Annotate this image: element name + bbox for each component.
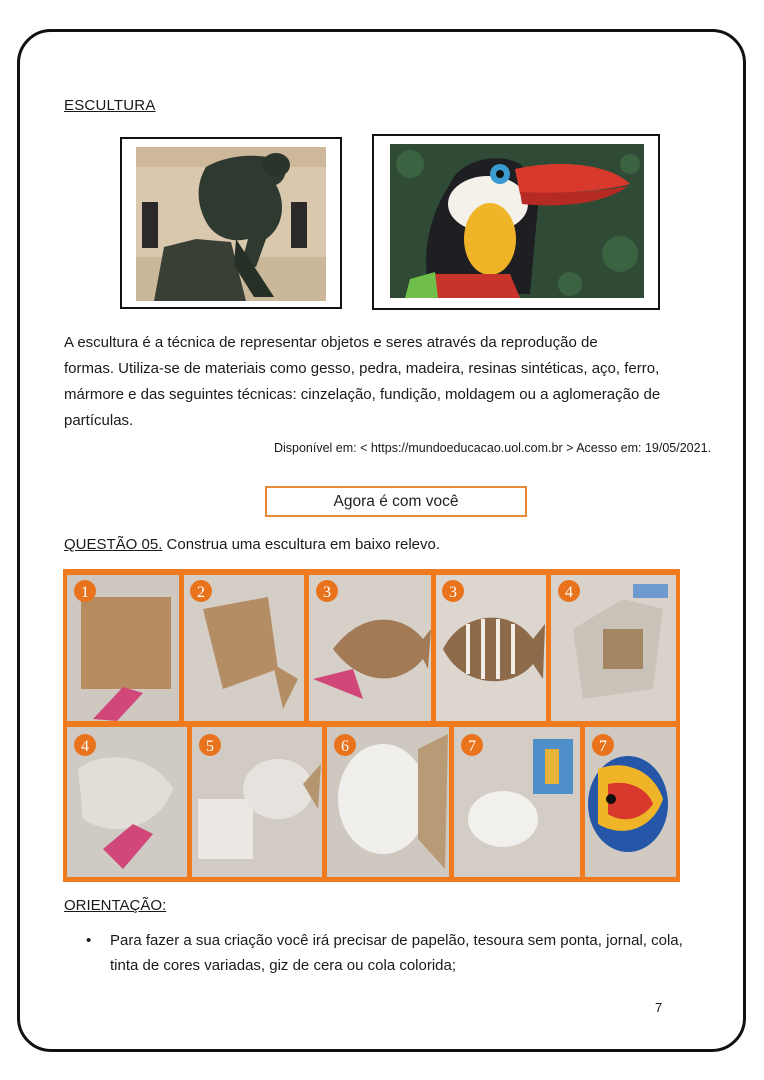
step-number: 7 [468,738,476,755]
step-number: 4 [81,738,89,755]
orientation-list [86,928,706,978]
body-line: mármore e das seguintes técnicas: cinzelação, fundição, moldagem ou a aglomeração de [64,386,661,403]
callout-box [265,486,527,517]
craft-steps-panel [63,569,680,882]
orientation-title: ORIENTAÇÃO: [64,897,167,914]
question-text: Construa uma escultura em baixo relevo. [166,536,441,553]
step-number: 7 [599,738,607,755]
step-number: 3 [449,584,457,601]
sculpture-description [64,330,714,434]
step-number: 6 [341,738,349,755]
sculpture-photo [120,137,342,309]
orientation-item: • Para fazer a sua criação você irá precisar de papelão, tesoura sem ponta, jornal, cola, tinta de cores variadas, giz de cera ou cola colorida; [86,928,706,978]
step-number: 5 [206,738,214,755]
step-number: 4 [565,584,573,601]
source-citation: Disponível em: < https://mundoeducacao.uol.com.br > Acesso em: 19/05/2021. [273,441,711,455]
section-title: ESCULTURA [64,97,156,114]
step-number: 3 [323,584,331,601]
body-line: formas. Utiliza-se de materiais como gesso, pedra, madeira, resinas sintéticas, aço, ferro, [64,360,660,377]
callout-text: Agora é com você [333,492,459,510]
step-number: 2 [197,584,205,601]
step-number: 1 [81,584,89,601]
body-line: partículas. [64,412,134,429]
toucan-mosaic-photo [372,134,660,310]
body-line: A escultura é a técnica de representar objetos e seres através da reprodução de [64,334,598,351]
question-label: QUESTÃO 05. [64,536,163,553]
page-number: 7 [655,1000,663,1015]
question-05 [64,536,440,553]
